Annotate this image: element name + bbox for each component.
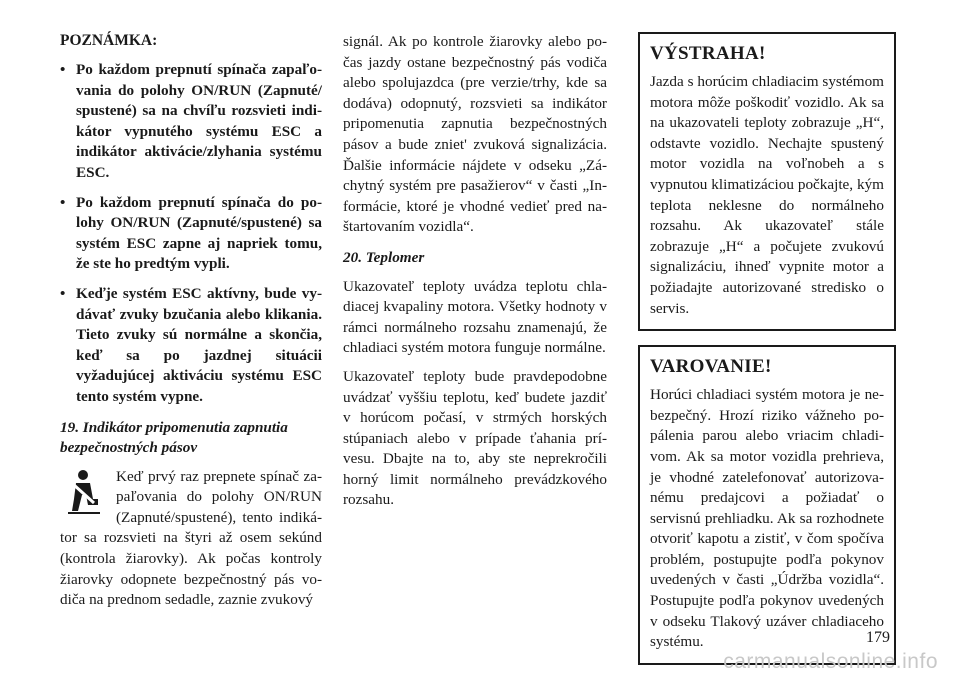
watermark: carmanualsonline.info bbox=[723, 650, 938, 673]
section-20-heading: 20. Teplomer bbox=[343, 248, 425, 266]
note-bullet: • Keďje systém ESC aktívny, bude vydávať zvuky bzučania alebo klikania. Tieto zvuky sú normálne a skončia, keď sa po jazdnej situácii vyžadujúcej aktiváciu systému ESC tento systém vypne. bbox=[60, 284, 322, 408]
seatbelt-icon bbox=[64, 469, 104, 515]
caution-title: VAROVANIE! bbox=[650, 356, 772, 378]
section-20-paragraph-2: Ukazovateľ teploty bude pravdepodobne uvádzať vyššiu teplotu, keď budete jazdiť v horúcom počasí, v strmých horských stúpaniach alebo v prípade ťahania prívesu. Dbajte na to, aby ste neprekročili horný limit normálneho prevádzkového rozsahu. bbox=[343, 367, 607, 509]
section-20-paragraph-1: Ukazovateľ teploty uvádza teplotu chladiacej kvapaliny motora. Všetky hodnoty v rámci normálneho rozsahu znamenajú, že chladiaci systém motora funguje normálne. bbox=[343, 277, 607, 357]
section-19-text: Keď prvý raz prepnete spínač zapaľovania do polohy ON/RUN (Zapnuté/spustené), tento indikátor sa rozsvieti na štyri až osem sekúnd (kontrola žiarovky). Ak počas kontroly žiarovky odopnete bezpečnostný pás vodiča na prednom sedadle, zaznie zvukový bbox=[60, 467, 322, 609]
note-bullet-list bbox=[60, 60, 322, 408]
right-column bbox=[638, 32, 896, 665]
caution-text: Horúci chladiaci systém motora je nebezpečný. Hrozí riziko vážneho popálenia parou alebo vriacim chladivom. Ak sa motor vozidla prehrieva, je vhodné zatelefonovať autorizovanému predajcovi a požiadať o servisnú prehliadku. Ak sa rozhodnete otvoriť kapotu a zistiť, v čom spočíva problém, postupujte podľa pokynov uvedených v časti „Údržba vozidla“. Postupujte podľa pokynov uvedených v odseku Tlakový uzáver chladiaceho systému. bbox=[650, 386, 884, 651]
warning-text: Jazda s horúcim chladiacim systémom motora môže poškodiť vozidlo. Ak sa na ukazovateli teploty zobrazuje „H“, odstavte vozidlo. Nechajte spustený motor vozidla na voľnobeh a s vypnutou klimatizáciou počkajte, kým teplota neklesne do normálneho rozsahu. Ak ukazovateľ stále zobrazuje „H“ a počujete zvukovú signalizáciu, ihneď vypnite motor a požiadajte autorizované stredisko o servis. bbox=[650, 73, 884, 317]
caution-box bbox=[638, 345, 896, 665]
middle-column bbox=[343, 32, 607, 511]
warning-title: VÝSTRAHA! bbox=[650, 43, 766, 64]
note-bullet: • Po každom prepnutí spínača zapaľovania do polohy ON/RUN (Zapnuté/ spustené) sa na chvíľu rozsvieti indikátor vypnutého systému ESC a indikátor aktivácie/zlyhania systému ESC. bbox=[60, 60, 322, 184]
note-bullet: • Po každom prepnutí spínača do polohy ON/RUN (Zapnuté/spustené) sa systém ESC zapne aj napriek tomu, že ste ho predtým vypli. bbox=[60, 193, 322, 275]
section-19-heading: 19. Indikátor pripomenutia zapnutia bezpečnostných pásov bbox=[60, 418, 288, 457]
section-19-continuation: signál. Ak po kontrole žiarovky alebo počas jazdy ostane bezpečnostný pás vodiča alebo spolujazdca (pre verzie/trhy, kde sa dodáva) odopnutý, rozsvieti sa indikátor pripomenutia zapnutia bezpečnostných pásov a bude zniet' zvuková signalizácia. Ďalšie informácie nájdete v odseku „Záchytný systém pre pasažierov“ v časti „Informácie, ktoré je vhodné vedieť pred naštartovaním vozidla“. bbox=[343, 33, 607, 236]
page-number: 179 bbox=[866, 629, 890, 646]
warning-box bbox=[638, 32, 896, 331]
left-column bbox=[60, 32, 322, 611]
section-19-body bbox=[60, 467, 322, 611]
note-title: POZNÁMKA: bbox=[60, 32, 158, 49]
